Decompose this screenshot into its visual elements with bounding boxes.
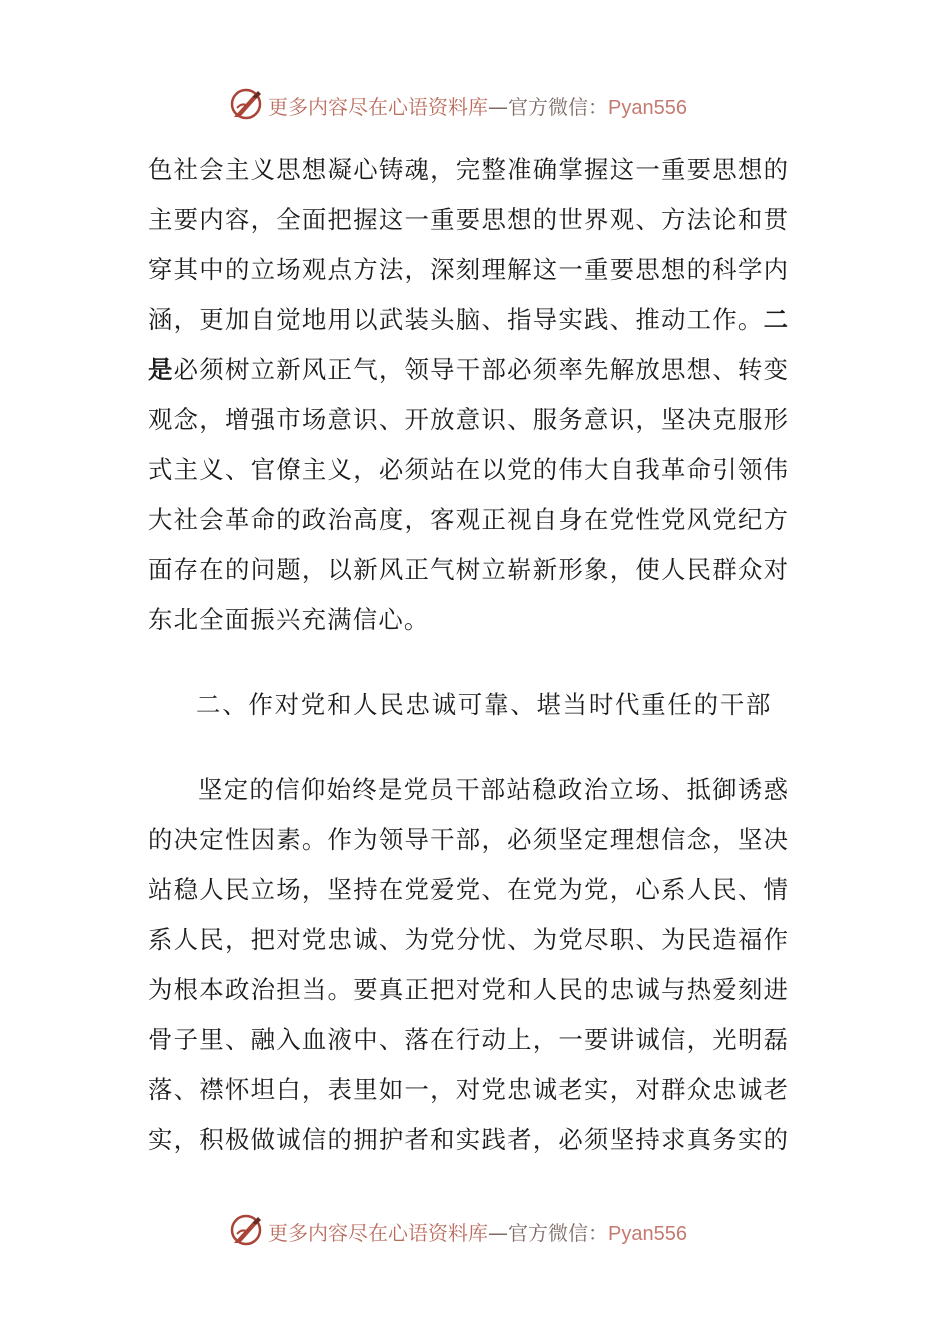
banner-sub-text: —官方微信：: [488, 95, 608, 119]
text-line: 坚定的信仰始终是党员干部站稳政治立场、抵御诱惑: [198, 775, 788, 804]
header-banner: [0, 84, 950, 124]
text-line: 骨子里、融入血液中、落在行动上，一要讲诚信，光明磊: [148, 1025, 788, 1054]
text-line: 色社会主义思想凝心铸魂，完整准确掌握这一重要思想的: [148, 155, 788, 184]
text-line: 穿其中的立场观点方法，深刻理解这一重要思想的科学内: [148, 255, 788, 284]
text-line: 主要内容，全面把握这一重要思想的世界观、方法论和贯: [148, 205, 788, 234]
text-line: 面存在的问题，以新风正气树立崭新形象，使人民群众对: [148, 555, 788, 584]
banner-main-text: 更多内容尽在心语资料库: [268, 1221, 488, 1245]
bold-text: 是: [148, 355, 174, 384]
banner-text: [268, 91, 687, 120]
section-heading: 二、作对党和人民忠诚可靠、堪当时代重任的干部: [196, 690, 773, 719]
text-span: 涵，更加自觉地用以武装头脑、指导实践、推动工作。: [148, 305, 764, 334]
text-line: 东北全面振兴充满信心。: [148, 605, 430, 634]
banner-wechat-id: Pyan556: [608, 97, 687, 119]
banner-text: [268, 1217, 687, 1246]
footer-banner: [0, 1210, 950, 1250]
banner-main-text: 更多内容尽在心语资料库: [268, 95, 488, 119]
banner-wechat-id: Pyan556: [608, 1223, 687, 1245]
text-line: 的决定性因素。作为领导干部，必须坚定理想信念，坚决: [148, 825, 788, 854]
text-line: 式主义、官僚主义，必须站在以党的伟大自我革命引领伟: [148, 455, 788, 484]
pen-logo-icon: [228, 86, 264, 122]
pen-logo-icon: [228, 1212, 264, 1248]
text-line: [148, 295, 788, 345]
banner-sub-text: —官方微信：: [488, 1221, 608, 1245]
text-line: 大社会革命的政治高度，客观正视自身在党性党风党纪方: [148, 505, 788, 534]
text-line: [148, 345, 788, 395]
text-line: 观念，增强市场意识、开放意识、服务意识，坚决克服形: [148, 405, 788, 434]
text-line: 系人民，把对党忠诚、为党分忧、为党尽职、为民造福作: [148, 925, 788, 954]
bold-text: 二: [763, 305, 788, 334]
text-line: 站稳人民立场，坚持在党爱党、在党为党，心系人民、情: [148, 875, 788, 904]
text-line: 实，积极做诚信的拥护者和实践者，必须坚持求真务实的: [148, 1125, 788, 1154]
text-span: 必须树立新风正气，领导干部必须率先解放思想、转变: [173, 355, 788, 384]
text-line: 落、襟怀坦白，表里如一，对党忠诚老实，对群众忠诚老: [148, 1075, 788, 1104]
text-line: 为根本政治担当。要真正把对党和人民的忠诚与热爱刻进: [148, 975, 788, 1004]
